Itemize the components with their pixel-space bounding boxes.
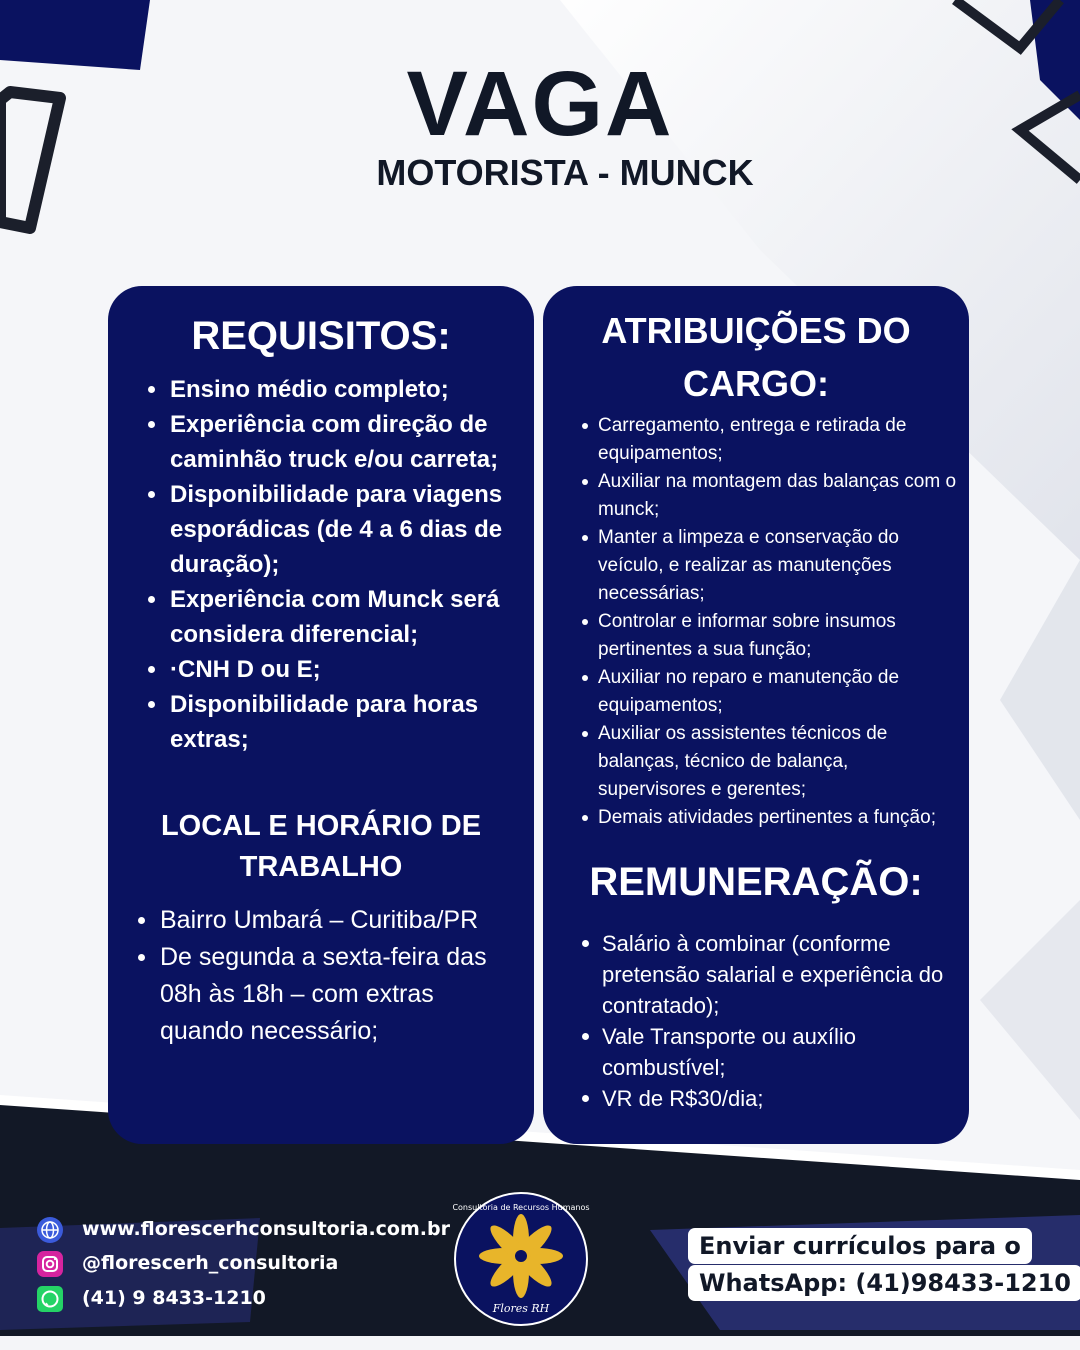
globe-icon (36, 1216, 64, 1244)
salary-list (602, 928, 962, 1114)
list-item: Ensino médio completo; (170, 372, 526, 407)
requirements-panel (108, 286, 534, 1144)
website-link[interactable]: www.florescerhconsultoria.com.br (82, 1218, 450, 1240)
list-item: De segunda a sexta-feira das 08h às 18h – com extras quando necessário; (160, 939, 520, 1050)
phone-number[interactable]: (41) 9 8433-1210 (82, 1287, 266, 1309)
instagram-icon (36, 1250, 64, 1278)
list-item: Auxiliar os assistentes técnicos de balanças, técnico de balança, supervisores e gerentes; (598, 720, 958, 804)
job-subtitle: MOTORISTA - MUNCK (376, 152, 754, 193)
cta-box (688, 1228, 1071, 1306)
list-item: Demais atividades pertinentes a função; (598, 804, 958, 832)
company-logo (452, 1190, 590, 1328)
list-item: Carregamento, entrega e retirada de equipamentos; (598, 412, 958, 468)
page-title: VAGA (406, 53, 674, 155)
duties-panel (543, 286, 969, 1144)
list-item: Experiência com Munck será considera diferencial; (170, 582, 526, 652)
logo-brand: Flores RH (492, 1302, 550, 1315)
list-item: Disponibilidade para horas extras; (170, 687, 526, 757)
duties-title: ATRIBUIÇÕES DO CARGO: (601, 310, 911, 404)
whatsapp-icon (36, 1285, 64, 1313)
cta-line-2: WhatsApp: (41)98433-1210 (688, 1265, 1080, 1301)
logo-text: Consultoria de Recursos Humanos (452, 1203, 590, 1212)
list-item: Disponibilidade para viagens esporádicas (de 4 a 6 dias de duração); (170, 477, 526, 582)
instagram-handle[interactable]: @florescerh_consultoria (82, 1252, 339, 1274)
location-title: LOCAL E HORÁRIO DE TRABALHO (160, 810, 482, 883)
list-item: Vale Transporte ou auxílio combustível; (602, 1021, 962, 1083)
list-item: ·CNH D ou E; (170, 652, 526, 687)
list-item: Manter a limpeza e conservação do veículo, e realizar as manutenções necessárias; (598, 524, 958, 608)
requirements-title: REQUISITOS: (191, 314, 451, 358)
location-list (160, 902, 520, 1050)
duties-list (598, 412, 958, 832)
salary-title: REMUNERAÇÃO: (589, 860, 923, 904)
list-item: Auxiliar no reparo e manutenção de equipamentos; (598, 664, 958, 720)
list-item: Auxiliar na montagem das balanças com o munck; (598, 468, 958, 524)
list-item: Bairro Umbará – Curitiba/PR (160, 902, 520, 939)
list-item: VR de R$30/dia; (602, 1083, 962, 1114)
cta-line-1: Enviar currículos para o (688, 1228, 1032, 1264)
list-item: Experiência com direção de caminhão truck e/ou carreta; (170, 407, 526, 477)
requirements-list (170, 372, 526, 757)
list-item: Controlar e informar sobre insumos pertinentes a sua função; (598, 608, 958, 664)
list-item: Salário à combinar (conforme pretensão salarial e experiência do contratado); (602, 928, 962, 1021)
